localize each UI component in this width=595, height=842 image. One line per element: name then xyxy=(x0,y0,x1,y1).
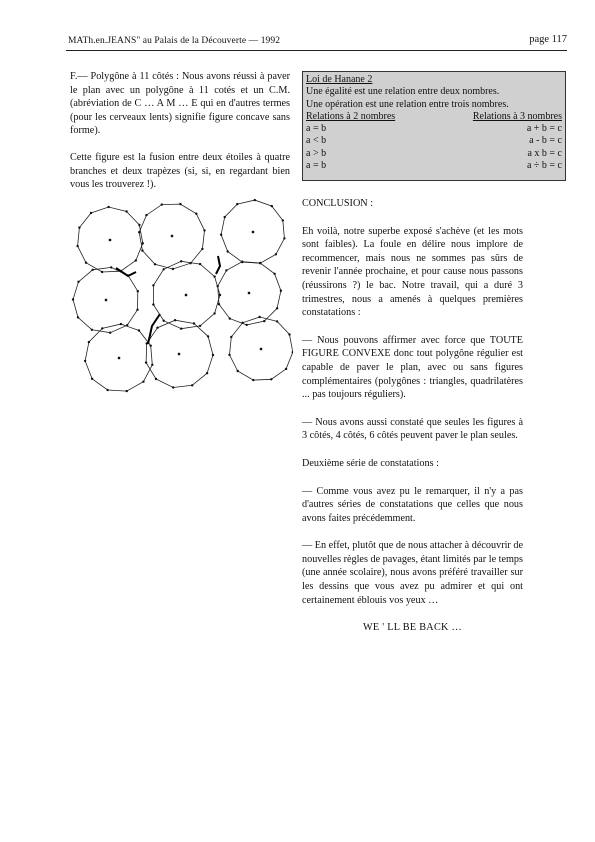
tile-vertex xyxy=(254,199,256,201)
tiling-svg xyxy=(68,196,293,396)
tile-vertex xyxy=(125,210,127,212)
tile-vertex xyxy=(77,281,79,283)
tile-vertex xyxy=(92,269,94,271)
law-row xyxy=(306,148,562,160)
tile-vertex xyxy=(136,309,138,311)
tile-vertex xyxy=(275,253,277,255)
paragraph-polygon-11: F.— Polygône à 11 côtés : Nous avons réussi à paver le plan avec un polygône à 11 cotés et un C.M. (abréviation de C … A M … E qui en d'autres termes (pour les cerveaux lents) signifie figure concave sans forme). xyxy=(70,71,290,137)
law-header-row xyxy=(306,111,562,123)
tile-vertex xyxy=(137,290,139,292)
tile-vertex xyxy=(179,203,181,205)
tile-vertex xyxy=(77,316,79,318)
tile-vertex xyxy=(207,335,209,337)
tile-vertex xyxy=(285,368,287,370)
tile-vertex xyxy=(163,320,165,322)
tile-vertex xyxy=(282,219,284,221)
tile-vertex xyxy=(152,303,154,305)
tile-vertex xyxy=(271,205,273,207)
law-row-left: a < b xyxy=(306,135,327,147)
tile-vertex xyxy=(288,333,290,335)
tile-center xyxy=(118,357,120,359)
tile-vertex xyxy=(135,259,137,261)
left-column xyxy=(70,70,290,205)
law-head-left: Relations à 2 nombres xyxy=(306,110,396,122)
tile-vertex xyxy=(252,379,254,381)
tile-vertex xyxy=(106,389,108,391)
law-row-left: a > b xyxy=(306,147,327,159)
concave-piece-edge xyxy=(216,256,220,274)
tile-vertex xyxy=(206,372,208,374)
tile-vertex xyxy=(88,341,90,343)
tile-vertex xyxy=(72,298,74,300)
closing-line: WE ' LL BE BACK … xyxy=(362,622,463,634)
law-row xyxy=(306,135,562,147)
law-box xyxy=(302,71,566,181)
tile-vertex xyxy=(145,361,147,363)
tile-vertex xyxy=(237,370,239,372)
tile-vertex xyxy=(195,213,197,215)
conclusion-paragraph: — Nous pouvons affirmer avec force que TOUTE FIGURE CONVEXE donc tout polygône régulier est capable de paver le plan, avec ou sans figures complémentaires (polygônes : triangles, quadrilatères ... pas toujours réguliers). xyxy=(302,334,523,401)
law-row xyxy=(306,123,562,135)
tile-vertex xyxy=(283,237,285,239)
tile-vertex xyxy=(138,231,140,233)
tile-vertex xyxy=(101,271,103,273)
tile-vertex xyxy=(227,250,229,252)
tile-vertex xyxy=(219,294,221,296)
law-row-right: a + b = c xyxy=(526,123,562,135)
tile-vertex xyxy=(84,360,86,362)
law-title: Loi de Hanane 2 xyxy=(306,74,373,85)
right-column xyxy=(302,197,523,635)
tile-vertex xyxy=(241,261,243,263)
tile-vertex xyxy=(142,381,144,383)
tile-vertex xyxy=(110,266,112,268)
hendecagon-tiling-figure xyxy=(68,196,293,396)
header-rule xyxy=(66,50,567,51)
tile-vertex xyxy=(259,262,261,264)
law-row-right: a ÷ b = c xyxy=(526,160,562,172)
tile-vertex xyxy=(152,284,154,286)
tile-center xyxy=(171,235,173,237)
tile-vertex xyxy=(172,386,174,388)
tile-vertex xyxy=(151,364,153,366)
conclusion-heading: CONCLUSION : xyxy=(302,198,374,209)
tile-vertex xyxy=(126,390,128,392)
tile-vertex xyxy=(201,248,203,250)
tile-vertex xyxy=(191,384,193,386)
tile-vertex xyxy=(273,273,275,275)
tile-vertex xyxy=(174,319,176,321)
tile-vertex xyxy=(230,336,232,338)
tile-vertex xyxy=(217,285,219,287)
tile-vertex xyxy=(91,378,93,380)
page-header-left: MATh.en.JEANS" au Palais de la Découverte — 1992 xyxy=(68,36,281,46)
tile-vertex xyxy=(150,345,152,347)
tile-vertex xyxy=(199,325,201,327)
tile-vertex xyxy=(228,354,230,356)
tile-center xyxy=(105,299,107,301)
tile-vertex xyxy=(107,206,109,208)
law-row-left: a = b xyxy=(306,160,327,172)
tile-vertex xyxy=(213,312,215,314)
concave-piece-edge xyxy=(148,314,160,344)
tile-center xyxy=(248,292,250,294)
tile-vertex xyxy=(270,378,272,380)
law-line-2: Une opération est une relation entre trois nombres. xyxy=(306,98,509,110)
law-row xyxy=(306,160,562,172)
tile-vertex xyxy=(292,351,293,353)
conclusion-paragraph: Eh voilà, notre superbe exposé s'achève (et les mots sont faibles). La foule en délire nous implore de recommencer, mais nous ne sommes pas sûrs de revenir l'année prochaine, et pour cause nous passons (réussirons ?) le bac. Notre travail, qui a duré 3 trimestres, nous a amenés à quelques premières constatations : xyxy=(302,225,523,319)
conclusion-paragraph: — En effet, plutôt que de nous attacher à découvrir de nouvelles règles de pavages, étant limités par le temps (une année scolaire), nous avons préféré travailler sur les dessins que vous avez pu admirer et qui ont certainement éblouis vos yeux … xyxy=(302,540,523,606)
tile-vertex xyxy=(172,268,174,270)
tile-vertex xyxy=(156,327,158,329)
conclusion-paragraph: Deuxième série de constatations : xyxy=(302,457,439,469)
law-row-right: a - b = c xyxy=(529,135,562,147)
tile-vertex xyxy=(218,303,220,305)
tile-vertex xyxy=(180,328,182,330)
tile-vertex xyxy=(101,327,103,329)
tile-vertex xyxy=(161,203,163,205)
tile-vertex xyxy=(199,263,201,265)
tile-vertex xyxy=(85,262,87,264)
tile-vertex xyxy=(276,320,278,322)
law-line-1: Une égalité est une relation entre deux nombres. xyxy=(306,86,500,98)
tile-center xyxy=(252,231,254,233)
tile-vertex xyxy=(155,378,157,380)
page-number: page 117 xyxy=(529,34,567,45)
tile-vertex xyxy=(163,268,165,270)
tile-vertex xyxy=(280,290,282,292)
tile-vertex xyxy=(193,322,195,324)
tile-vertex xyxy=(154,263,156,265)
tile-vertex xyxy=(241,322,243,324)
law-row-right: a x b = c xyxy=(527,147,562,159)
tile-vertex xyxy=(78,226,80,228)
tile-vertex xyxy=(212,354,214,356)
tile-vertex xyxy=(246,324,248,326)
tile-vertex xyxy=(145,214,147,216)
law-head-right: Relations à 3 nombres xyxy=(472,110,562,122)
tile-vertex xyxy=(220,234,222,236)
tile-vertex xyxy=(258,316,260,318)
tile-vertex xyxy=(203,229,205,231)
tile-vertex xyxy=(236,203,238,205)
tile-vertex xyxy=(138,329,140,331)
tile-center xyxy=(109,239,111,241)
law-row-left: a = b xyxy=(306,123,327,135)
concave-piece-edge xyxy=(116,268,136,276)
conclusion-paragraph: — Nous avons aussi constaté que seules les figures à 3 côtés, 4 côtés, 6 côtés peuvent paver le plan seules. xyxy=(302,416,523,442)
tile-vertex xyxy=(138,224,140,226)
conclusion-paragraph: — Comme vous avez pu le remarquer, il n'y a pas d'autres séries de constatations que celles que nous avons faites précédemment. xyxy=(302,485,523,524)
tile-vertex xyxy=(76,245,78,247)
tile-vertex xyxy=(109,332,111,334)
tile-vertex xyxy=(225,269,227,271)
tile-vertex xyxy=(142,242,144,244)
tile-vertex xyxy=(90,212,92,214)
tile-vertex xyxy=(224,216,226,218)
tile-vertex xyxy=(276,307,278,309)
tile-vertex xyxy=(263,320,265,322)
tile-vertex xyxy=(229,317,231,319)
tile-vertex xyxy=(213,275,215,277)
paragraph-figure-fusion: Cette figure est la fusion entre deux étoiles à quatre branches et deux trapèzes (si, si, en regardant bien vous les trouverez !). xyxy=(70,151,290,191)
tile-vertex xyxy=(91,329,93,331)
tile-center xyxy=(178,353,180,355)
tile-center xyxy=(185,294,187,296)
tile-vertex xyxy=(141,249,143,251)
tile-center xyxy=(260,348,262,350)
tile-vertex xyxy=(120,323,122,325)
tile-vertex xyxy=(180,260,182,262)
